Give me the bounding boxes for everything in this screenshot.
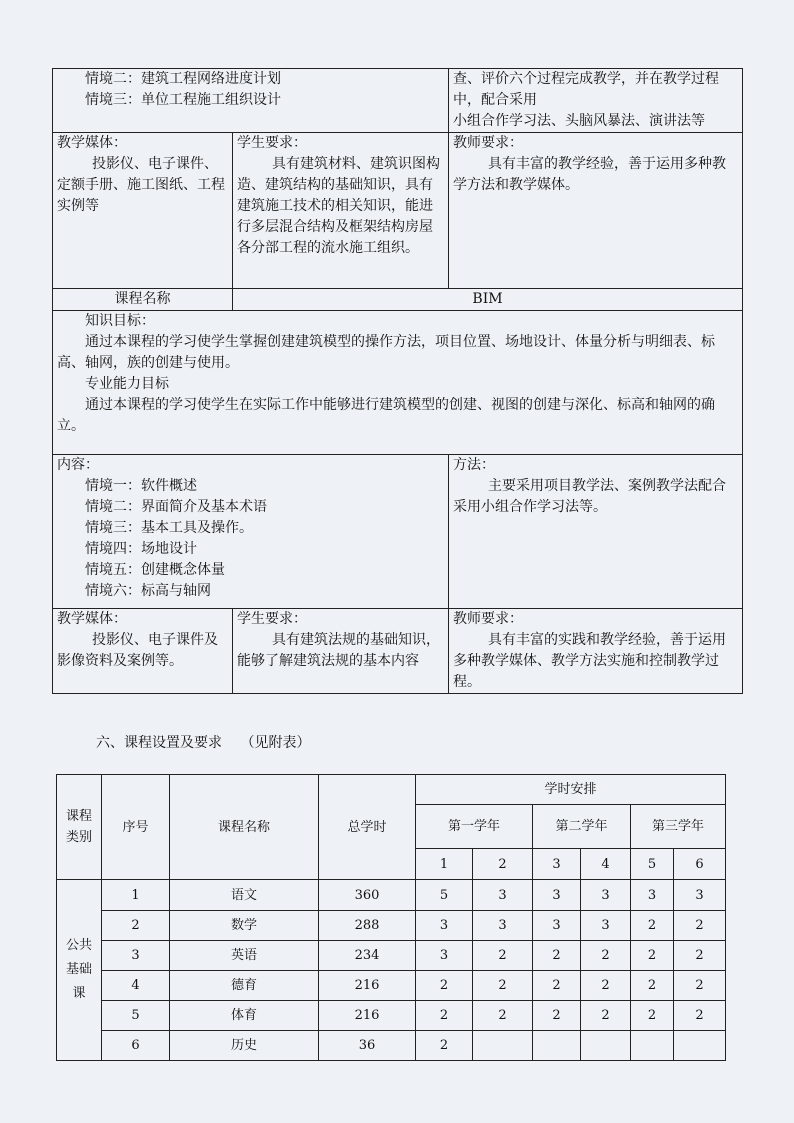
media-label: 教学媒体： — [57, 135, 127, 151]
teacher-label: 教师要求： — [453, 135, 524, 151]
media-cell — [53, 133, 233, 289]
row-hours: 216 — [319, 971, 416, 1001]
method-line-1: 查、评价六个过程完成教学，并在教学过程中，配合采用 — [453, 71, 720, 108]
student-cell — [233, 133, 449, 289]
row-name: 英语 — [170, 941, 319, 971]
row-term: 2 — [581, 1001, 631, 1031]
row-term — [581, 1031, 631, 1061]
row-term: 2 — [674, 941, 726, 971]
content-item: 情境六：标高与轴网 — [85, 583, 211, 599]
row-term: 2 — [631, 911, 674, 941]
section-title: 六、课程设置及要求 — [96, 735, 222, 751]
table-row — [57, 1031, 726, 1061]
situation-cell — [53, 69, 449, 133]
row-term: 3 — [581, 911, 631, 941]
section-heading — [96, 733, 310, 753]
row-hours: 288 — [319, 911, 416, 941]
header-name: 课程名称 — [170, 775, 319, 880]
content-item: 情境二：界面简介及基本术语 — [85, 499, 267, 515]
header-year-2: 第二学年 — [533, 805, 631, 849]
header-term: 6 — [674, 849, 726, 880]
content-item: 情境五：创建概念体量 — [85, 562, 225, 578]
row-term: 2 — [674, 971, 726, 1001]
knowledge-text: 通过本课程的学习使学生掌握创建建筑模型的操作方法，项目位置、场地设计、体量分析与明细表、标高、轴网，族的创建与使用。 — [57, 334, 715, 371]
ability-label: 专业能力目标 — [85, 376, 169, 392]
row-term: 2 — [533, 1001, 581, 1031]
media-text: 投影仪、电子课件及影像资料及案例等。 — [57, 632, 218, 669]
method-label: 方法： — [453, 457, 495, 473]
row-term: 2 — [581, 971, 631, 1001]
row-term — [533, 1031, 581, 1061]
objectives-cell — [53, 311, 743, 455]
header-year-3: 第三学年 — [631, 805, 726, 849]
table-row — [57, 941, 726, 971]
header-no: 序号 — [102, 775, 170, 880]
row-no: 4 — [102, 971, 170, 1001]
row-name: 德育 — [170, 971, 319, 1001]
row-term: 3 — [533, 880, 581, 911]
table-row — [57, 1001, 726, 1031]
row-term: 2 — [674, 911, 726, 941]
method-cell — [449, 69, 743, 133]
content-item: 情境一：软件概述 — [85, 478, 197, 494]
row-term: 2 — [416, 1031, 473, 1061]
media-cell — [53, 609, 233, 694]
course-name-label: 课程名称 — [53, 289, 233, 311]
row-name: 语文 — [170, 880, 319, 911]
media-text: 投影仪、电子课件、定额手册、施工图纸、工程实例等 — [57, 156, 225, 214]
media-label: 教学媒体： — [57, 611, 127, 627]
row-term: 2 — [473, 1001, 533, 1031]
row-term: 2 — [631, 941, 674, 971]
row-name: 体育 — [170, 1001, 319, 1031]
ability-text: 通过本课程的学习使学生在实际工作中能够进行建筑模型的创建、视图的创建与深化、标高和轴网的确立。 — [57, 397, 715, 434]
row-hours: 216 — [319, 1001, 416, 1031]
row-term: 2 — [674, 1001, 726, 1031]
table-row — [57, 971, 726, 1001]
content-cell — [53, 455, 449, 609]
schedule-table — [56, 774, 726, 1061]
row-term: 3 — [533, 911, 581, 941]
teacher-text: 具有丰富的实践和教学经验，善于运用多种教学媒体、教学方法实施和控制教学过程。 — [453, 632, 726, 690]
row-term: 3 — [416, 911, 473, 941]
header-term: 2 — [473, 849, 533, 880]
row-term: 2 — [581, 941, 631, 971]
row-no: 1 — [102, 880, 170, 911]
row-hours: 234 — [319, 941, 416, 971]
row-no: 5 — [102, 1001, 170, 1031]
row-no: 3 — [102, 941, 170, 971]
section-note: （见附表） — [240, 735, 311, 751]
content-label: 内容： — [57, 457, 99, 473]
method-cell — [449, 455, 743, 609]
situation-3: 情境三：单位工程施工组织设计 — [85, 92, 281, 108]
row-no: 2 — [102, 911, 170, 941]
student-cell — [233, 609, 449, 694]
category-cell: 公共基础课 — [57, 880, 102, 1061]
row-term: 2 — [473, 971, 533, 1001]
teacher-cell — [449, 609, 743, 694]
row-term: 3 — [473, 911, 533, 941]
row-term: 2 — [533, 941, 581, 971]
teacher-label: 教师要求： — [453, 611, 523, 627]
course-table-continued — [52, 68, 743, 289]
row-term: 2 — [473, 941, 533, 971]
row-term: 5 — [416, 880, 473, 911]
row-hours: 36 — [319, 1031, 416, 1061]
row-term: 2 — [416, 971, 473, 1001]
header-term: 5 — [631, 849, 674, 880]
content-item: 情境三：基本工具及操作。 — [85, 520, 253, 536]
header-term: 4 — [581, 849, 631, 880]
row-name: 历史 — [170, 1031, 319, 1061]
bim-course-table — [52, 288, 743, 694]
situation-2: 情境二：建筑工程网络进度计划 — [85, 71, 281, 87]
row-term — [631, 1031, 674, 1061]
row-term: 2 — [631, 1001, 674, 1031]
row-term: 2 — [416, 1001, 473, 1031]
row-term — [674, 1031, 726, 1061]
content-item: 情境四：场地设计 — [85, 541, 197, 557]
knowledge-label: 知识目标： — [85, 313, 155, 329]
row-term: 3 — [581, 880, 631, 911]
header-term: 3 — [533, 849, 581, 880]
method-text: 主要采用项目教学法、案例教学法配合采用小组合作学习法等。 — [453, 478, 726, 515]
row-term: 2 — [533, 971, 581, 1001]
row-term: 3 — [674, 880, 726, 911]
row-name: 数学 — [170, 911, 319, 941]
row-term — [473, 1031, 533, 1061]
student-text: 具有建筑材料、建筑识图构造、建筑结构的基础知识，具有建筑施工技术的相关知识，能进行多层混合结构及框架结构房屋各分部工程的流水施工组织。 — [237, 156, 440, 256]
row-no: 6 — [102, 1031, 170, 1061]
header-arrangement: 学时安排 — [416, 775, 726, 805]
row-term: 2 — [631, 971, 674, 1001]
method-line-2: 小组合作学习法、头脑风暴法、演讲法等 — [453, 113, 706, 129]
header-hours: 总学时 — [319, 775, 416, 880]
table-row — [57, 911, 726, 941]
teacher-text: 具有丰富的教学经验，善于运用多种教学方法和教学媒体。 — [453, 156, 727, 193]
row-term: 3 — [473, 880, 533, 911]
student-text: 具有建筑法规的基础知识，能够了解建筑法规的基本内容 — [237, 632, 440, 669]
student-label: 学生要求： — [237, 135, 307, 151]
row-term: 3 — [631, 880, 674, 911]
course-name: BIM — [233, 289, 743, 311]
header-year-1: 第一学年 — [416, 805, 533, 849]
table-row — [57, 880, 726, 911]
header-category: 课程类别 — [57, 775, 102, 880]
student-label: 学生要求： — [237, 611, 307, 627]
row-term: 3 — [416, 941, 473, 971]
teacher-cell — [449, 133, 743, 289]
row-hours: 360 — [319, 880, 416, 911]
header-term: 1 — [416, 849, 473, 880]
